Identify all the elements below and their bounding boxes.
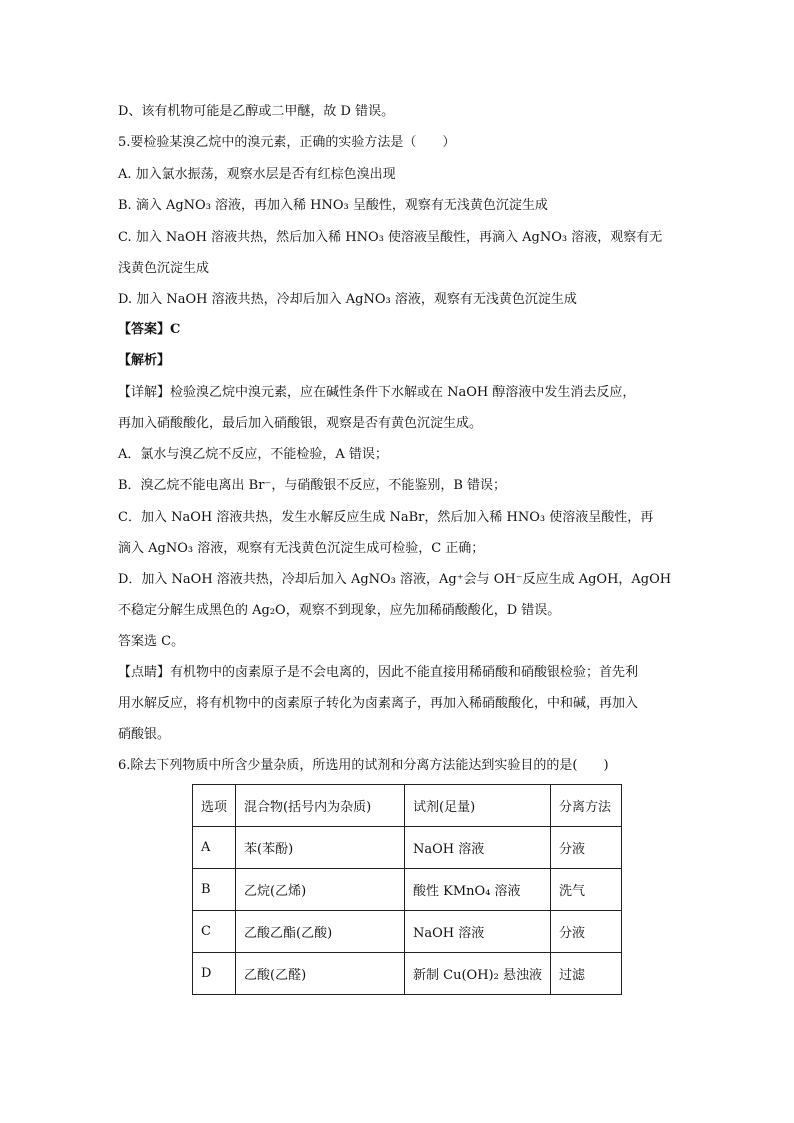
comment-line: 用水解反应，将有机物中的卤素原子转化为卤素离子，再加入稀硝酸酸化，中和碱，再加入 — [118, 696, 639, 711]
table-row — [193, 827, 622, 869]
option-d: D. 加入 NaOH 溶液共热，冷却后加入 AgNO₃ 溶液，观察有无浅黄色沉淀生成 — [118, 292, 577, 307]
table-cell: 酸性 KMnO₄ 溶液 — [405, 869, 551, 911]
analysis-label: 【解析】 — [118, 353, 171, 368]
option-a: A. 加入氯水振荡，观察水层是否有红棕色溴出现 — [118, 167, 396, 182]
detail-line: 【详解】检验溴乙烷中溴元素，应在碱性条件下水解或在 NaOH 醇溶液中发生消去反应， — [118, 385, 636, 400]
table-cell: D — [193, 953, 236, 995]
table-cell: 乙酸(乙醛) — [236, 953, 405, 995]
table-row — [193, 869, 622, 911]
table-cell: 新制 Cu(OH)₂ 悬浊液 — [405, 953, 551, 995]
table-cell: 分液 — [550, 911, 621, 953]
table-header-cell: 选项 — [193, 785, 236, 827]
table-cell: 洗气 — [550, 869, 621, 911]
table-cell: 苯(苯酚) — [236, 827, 405, 869]
reagent-table — [192, 784, 622, 995]
detail-line: 再加入硝酸酸化，最后加入硝酸银，观察是否有黄色沉淀生成。 — [118, 416, 483, 431]
comment-line: 硝酸银。 — [118, 727, 171, 742]
table-cell: NaOH 溶液 — [405, 911, 551, 953]
answer-label: 【答案】C — [118, 322, 181, 337]
table-row — [193, 953, 622, 995]
detail-line: C．加入 NaOH 溶液共热，发生水解反应生成 NaBr，然后加入稀 HNO₃ 使溶液呈酸性，再 — [118, 510, 654, 525]
detail-line: D．加入 NaOH 溶液共热，冷却后加入 AgNO₃ 溶液，Ag⁺会与 OH⁻反应生成 AgOH，AgOH — [118, 572, 672, 587]
table-cell: 乙酸乙酯(乙酸) — [236, 911, 405, 953]
table-cell: 乙烷(乙烯) — [236, 869, 405, 911]
table-header-cell: 混合物(括号内为杂质) — [236, 785, 405, 827]
comment-line: 【点睛】有机物中的卤素原子是不会电离的，因此不能直接用稀硝酸和硝酸银检验；首先利 — [118, 665, 639, 680]
detail-line: A．氯水与溴乙烷不反应，不能检验，A 错误； — [118, 447, 388, 462]
option-c-cont: 浅黄色沉淀生成 — [118, 261, 210, 276]
table-header-cell: 分离方法 — [550, 785, 621, 827]
table-cell: 过滤 — [550, 953, 621, 995]
table-row — [193, 911, 622, 953]
table-cell: C — [193, 911, 236, 953]
option-b: B. 滴入 AgNO₃ 溶液，再加入稀 HNO₃ 呈酸性，观察有无浅黄色沉淀生成 — [118, 198, 548, 213]
table-cell: B — [193, 869, 236, 911]
detail-line: B．溴乙烷不能电离出 Br⁻，与硝酸银不反应，不能鉴别，B 错误； — [118, 478, 507, 493]
table-cell: 分液 — [550, 827, 621, 869]
question-6: 6.除去下列物质中所含少量杂质，所选用的试剂和分离方法能达到实验目的的是( ) — [118, 758, 609, 773]
table-cell: NaOH 溶液 — [405, 827, 551, 869]
table-header-row — [193, 785, 622, 827]
detail-line: 滴入 AgNO₃ 溶液，观察有无浅黄色沉淀生成可检验，C 正确； — [118, 541, 485, 556]
text-line: D、该有机物可能是乙醇或二甲醚，故 D 错误。 — [118, 104, 395, 119]
answer-choice: 答案选 C。 — [118, 634, 185, 649]
table-cell: A — [193, 827, 236, 869]
option-c: C. 加入 NaOH 溶液共热，然后加入稀 HNO₃ 使溶液呈酸性，再滴入 AgNO₃ 溶液，观察有无 — [118, 230, 663, 245]
table-header-cell: 试剂(足量) — [405, 785, 551, 827]
question-5: 5.要检验某溴乙烷中的溴元素，正确的实验方法是（ ） — [118, 135, 456, 150]
detail-line: 不稳定分解生成黑色的 Ag₂O，观察不到现象，应先加稀硝酸酸化，D 错误。 — [118, 603, 561, 618]
